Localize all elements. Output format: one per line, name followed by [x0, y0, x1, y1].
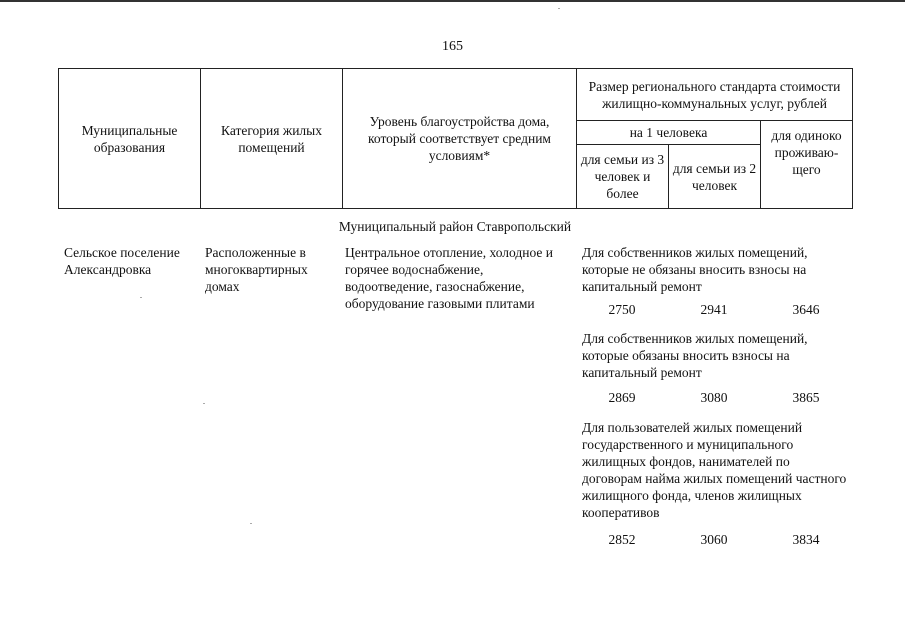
header-municipal: Муниципальные образования: [59, 69, 201, 209]
page-number: 165: [442, 39, 463, 54]
value-single-2: 3865: [792, 390, 820, 405]
header-family3: для семьи из 3 человек и более: [577, 145, 669, 209]
header-level: Уровень благоустройства дома, который соответствует средним условиям*: [343, 69, 577, 209]
scan-speck: [203, 403, 205, 404]
block-title-3: Для пользователей жилых помещений государственного и муниципального жилищных фондов, нанимателей по договорам найма жилых помещений частного жилищного фонда, членов жилищных кооперативов: [582, 420, 847, 520]
header-size: Размер регионального стандарта стоимости жилищно-коммунальных услуг, рублей: [577, 69, 853, 121]
row-level: Центральное отопление, холодное и горячее водоснабжение, водоотведение, газоснабжение, оборудование газовыми плитами: [345, 245, 553, 311]
value-family3-3: 2852: [608, 532, 636, 547]
value-single-3: 3834: [792, 532, 820, 547]
scan-speck: [250, 523, 252, 524]
value-family3-2: 2869: [608, 390, 636, 405]
value-family3-1: 2750: [608, 302, 636, 317]
top-border-line: [0, 0, 905, 2]
header-per-person: на 1 человека: [577, 121, 761, 145]
block-title-2: Для собственников жилых помещений, которые обязаны вносить взносы на капитальный ремонт: [582, 331, 808, 380]
header-table: [58, 68, 853, 209]
scan-speck: [558, 8, 560, 9]
header-family2: для семьи из 2 человек: [669, 145, 761, 209]
block-title-1: Для собственников жилых помещений, которые не обязаны вносить взносы на капитальный ремонт: [582, 245, 808, 294]
row-category: Расположенные в многоквартирных домах: [205, 245, 308, 294]
value-family2-2: 3080: [700, 390, 728, 405]
value-family2-1: 2941: [700, 302, 728, 317]
scan-speck: [140, 297, 142, 298]
value-family2-3: 3060: [700, 532, 728, 547]
row-municipal: Сельское поселение Александровка: [64, 245, 180, 277]
value-single-1: 3646: [792, 302, 820, 317]
header-single: для одиноко проживаю-щего: [761, 121, 853, 209]
district-title: Муниципальный район Ставропольский: [338, 219, 572, 234]
header-category: Категория жилых помещений: [201, 69, 343, 209]
